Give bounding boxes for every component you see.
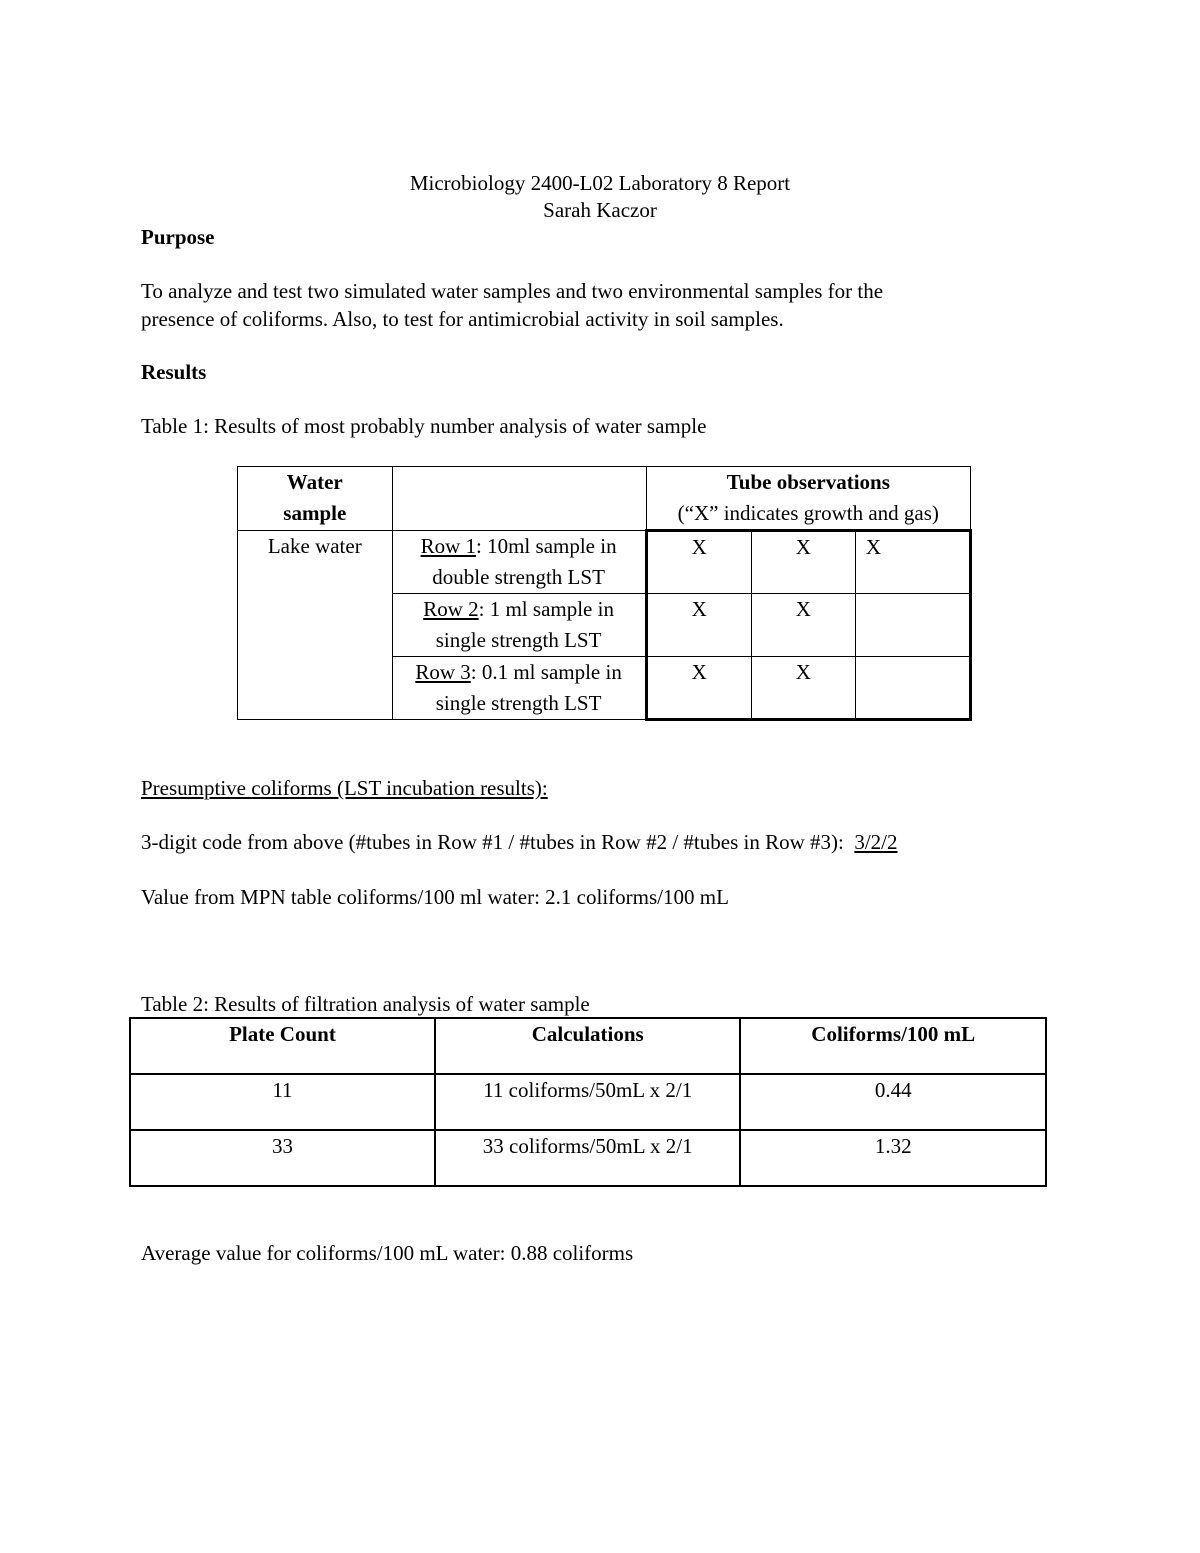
three-digit-code-line bbox=[141, 829, 898, 856]
coliforms-cell: 1.32 bbox=[740, 1130, 1046, 1186]
tube-cell bbox=[855, 594, 970, 657]
header-blank bbox=[392, 467, 646, 531]
row-label-desc: : 0.1 ml sample in bbox=[470, 660, 622, 684]
purpose-heading: Purpose bbox=[141, 225, 215, 249]
row-label bbox=[392, 531, 646, 594]
three-digit-code-label: 3-digit code from above (#tubes in Row #1 / #tubes in Row #2 / #tubes in Row #3): bbox=[141, 830, 844, 854]
tube-cell: X bbox=[751, 531, 855, 594]
tube-cell: X bbox=[646, 531, 751, 594]
mpn-table bbox=[237, 466, 972, 721]
header-plate-count: Plate Count bbox=[130, 1018, 435, 1074]
tube-cell bbox=[855, 657, 970, 720]
row-label-medium: single strength LST bbox=[435, 628, 602, 652]
header-tube-observations-note: (“X” indicates growth and gas) bbox=[677, 501, 939, 525]
row-label-name: Row 1 bbox=[420, 534, 477, 558]
tube-cell: X bbox=[646, 594, 751, 657]
plate-count-cell: 11 bbox=[130, 1074, 435, 1130]
row-label-name: Row 3 bbox=[415, 660, 471, 684]
table-row bbox=[238, 531, 971, 594]
header-tube-observations-title: Tube observations bbox=[726, 470, 890, 494]
header-water-sample-line2: sample bbox=[283, 501, 347, 525]
header-water-sample-line1: Water bbox=[286, 470, 343, 494]
average-value-line: Average value for coliforms/100 mL water: 0.88 coliforms bbox=[141, 1241, 634, 1265]
table-row bbox=[238, 467, 971, 531]
purpose-text-line2: presence of coliforms. Also, to test for antimicrobial activity in soil samples. bbox=[141, 307, 784, 331]
sample-cell: Lake water bbox=[238, 531, 393, 720]
filtration-table bbox=[129, 1017, 1047, 1187]
tube-cell: X bbox=[646, 657, 751, 720]
tube-cell: X bbox=[751, 657, 855, 720]
mpn-value-line: Value from MPN table coliforms/100 ml water: 2.1 coliforms/100 mL bbox=[141, 885, 729, 909]
table2-caption: Table 2: Results of filtration analysis of water sample bbox=[141, 992, 590, 1016]
row-label-name: Row 2 bbox=[423, 597, 479, 621]
row-label-desc: : 10ml sample in bbox=[476, 534, 617, 558]
header-calculations: Calculations bbox=[435, 1018, 741, 1074]
table-row bbox=[130, 1130, 1046, 1186]
three-digit-code-value: 3/2/2 bbox=[854, 830, 898, 854]
tube-cell: X bbox=[855, 531, 970, 594]
row-label bbox=[392, 594, 646, 657]
coliforms-cell: 0.44 bbox=[740, 1074, 1046, 1130]
row-label-desc: : 1 ml sample in bbox=[478, 597, 614, 621]
header-coliforms: Coliforms/100 mL bbox=[740, 1018, 1046, 1074]
calculation-cell: 33 coliforms/50mL x 2/1 bbox=[435, 1130, 741, 1186]
row-label-medium: single strength LST bbox=[435, 691, 602, 715]
report-title: Microbiology 2400-L02 Laboratory 8 Report bbox=[409, 171, 791, 195]
tube-cell: X bbox=[751, 594, 855, 657]
table-row bbox=[130, 1018, 1046, 1074]
header-tube-observations bbox=[646, 467, 970, 531]
table1-caption: Table 1: Results of most probably number analysis of water sample bbox=[141, 414, 707, 438]
row-label bbox=[392, 657, 646, 720]
purpose-text-line1: To analyze and test two simulated water samples and two environmental samples for the bbox=[141, 279, 884, 303]
report-author: Sarah Kaczor bbox=[543, 198, 657, 222]
presumptive-heading: Presumptive coliforms (LST incubation results): bbox=[141, 776, 548, 800]
results-heading: Results bbox=[141, 360, 207, 384]
plate-count-cell: 33 bbox=[130, 1130, 435, 1186]
header-water-sample bbox=[238, 467, 393, 531]
table-row bbox=[130, 1074, 1046, 1130]
row-label-medium: double strength LST bbox=[432, 565, 605, 589]
calculation-cell: 11 coliforms/50mL x 2/1 bbox=[435, 1074, 741, 1130]
